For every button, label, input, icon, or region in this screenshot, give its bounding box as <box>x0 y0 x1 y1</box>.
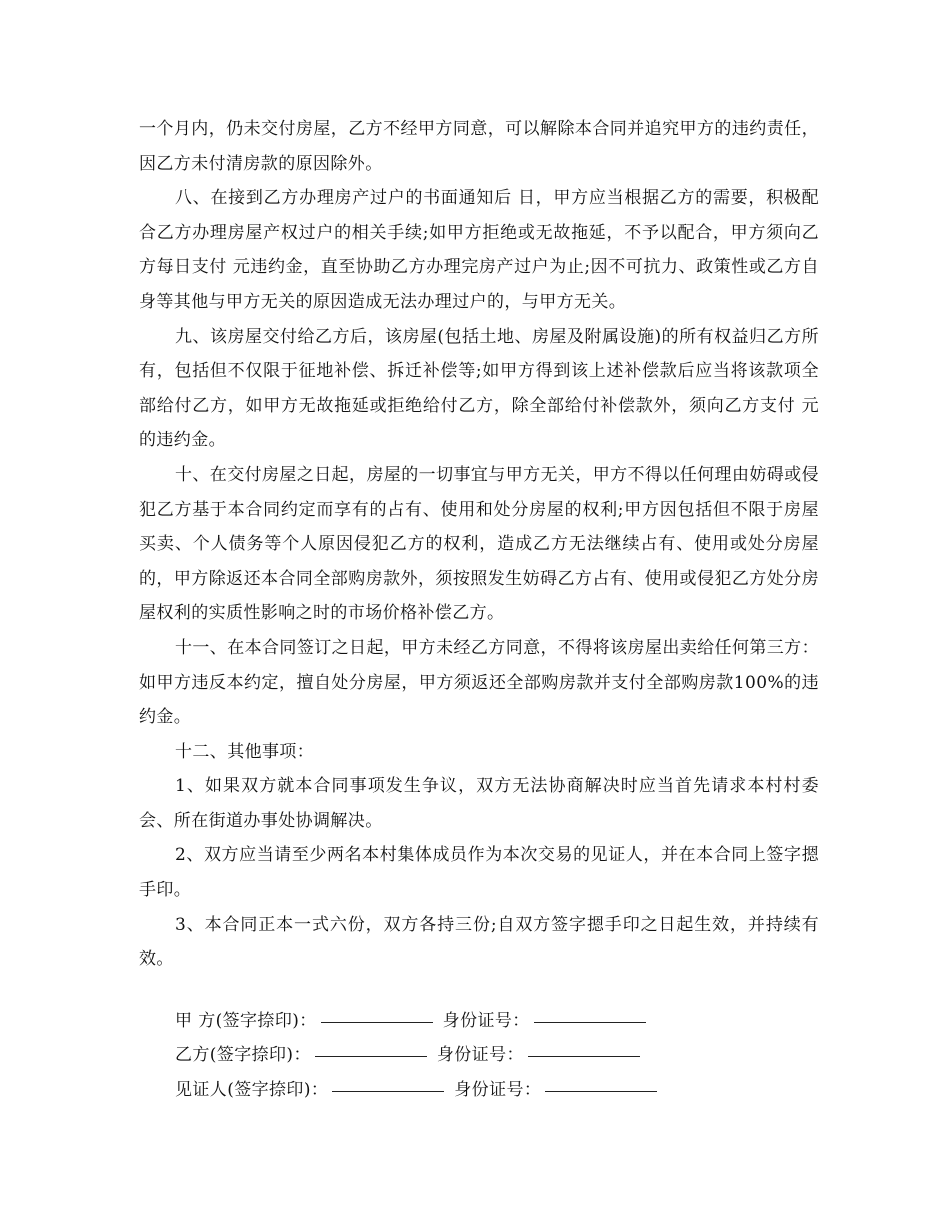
clause-12-item-3: 3、本合同正本一式六份，双方各持三份;自双方签字摁手印之日起生效，并持续有效。 <box>139 914 819 970</box>
clause-9: 九、该房屋交付给乙方后，该房屋(包括土地、房屋及附属设施)的所有权益归乙方所有，包括但不仅限于征地补偿、拆迁补偿等;如甲方得到该上述补偿款后应当将该款项全部给付乙方，如甲方无故拖延或拒绝给付乙方，除全部给付补偿款外，须向乙方支付 元的违约金。 <box>139 326 819 451</box>
clause-12-item-2: 2、双方应当请至少两名本村集体成员作为本次交易的见证人，并在本合同上签字摁手印。 <box>139 845 819 901</box>
signature-blank-line <box>321 1000 433 1023</box>
signature-blank-line <box>315 1034 427 1057</box>
id-number-blank-line <box>534 1000 646 1023</box>
id-number-blank-line <box>545 1069 657 1092</box>
id-number-blank-line <box>528 1034 640 1057</box>
signature-label: 见证人(签字捺印)： <box>175 1079 329 1100</box>
id-number-label: 身份证号： <box>442 1010 530 1031</box>
signature-block <box>175 996 815 1100</box>
signature-label: 甲 方(签字捺印)： <box>175 1010 317 1031</box>
contract-body <box>139 112 819 977</box>
clause-11: 十一、在本合同签订之日起，甲方未经乙方同意，不得将该房屋出卖给任何第三方：如甲方违反本约定，擅自处分房屋，甲方须返还全部购房款并支付全部购房款100%的违约金。 <box>139 637 819 728</box>
signature-row-party-b <box>175 1031 815 1066</box>
id-number-label: 身份证号： <box>454 1079 542 1100</box>
signature-blank-line <box>332 1069 444 1092</box>
clause-12-heading: 十二、其他事项： <box>175 741 315 762</box>
signature-label: 乙方(签字捺印)： <box>175 1045 311 1066</box>
clause-10: 十、在交付房屋之日起，房屋的一切事宜与甲方无关，甲方不得以任何理由妨碍或侵犯乙方基于本合同约定而享有的占有、使用和处分房屋的权利;甲方因包括但不限于房屋买卖、个人债务等个人原因侵犯乙方的权利，造成乙方无法继续占有、使用或处分房屋的，甲方除返还本合同全部购房款外，须按照发生妨碍乙方占有、使用或侵犯乙方处分房屋权利的实质性影响之时的市场价格补偿乙方。 <box>139 464 819 624</box>
clause-12-item-1: 1、如果双方就本合同事项发生争议，双方无法协商解决时应当首先请求本村村委会、所在街道办事处协调解决。 <box>139 776 819 831</box>
clause-8: 八、在接到乙方办理房产过户的书面通知后 日，甲方应当根据乙方的需要，积极配合乙方办理房屋产权过户的相关手续;如甲方拒绝或无故拖延，不予以配合，甲方须向乙方每日支付 元违约金，直至协助乙方办理完房产过户为止;因不可抗力、政策性或乙方自身等其他与甲方无关的原因造成无法办理过户的，与甲方无关。 <box>139 188 819 312</box>
signature-row-witness <box>175 1065 815 1100</box>
id-number-label: 身份证号： <box>436 1045 524 1066</box>
signature-row-party-a <box>175 996 815 1031</box>
paragraph-continuation: 一个月内，仍未交付房屋，乙方不经甲方同意，可以解除本合同并追究甲方的违约责任，因乙方未付清房款的原因除外。 <box>139 119 819 174</box>
